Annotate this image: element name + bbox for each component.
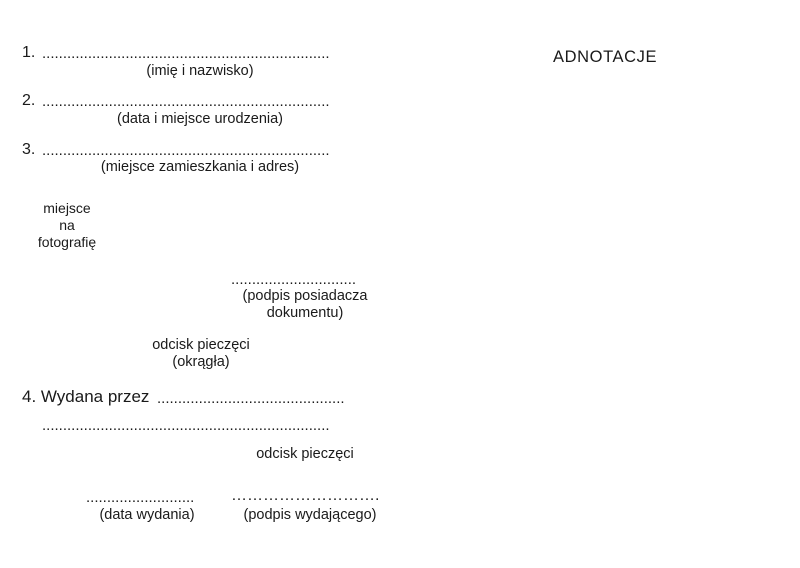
field-1-caption: (imię i nazwisko) xyxy=(146,63,254,79)
photo-placeholder xyxy=(26,200,108,251)
photo-placeholder-line-3: fotografię xyxy=(37,234,97,250)
round-stamp-label: odcisk pieczęci xyxy=(152,337,250,353)
field-2-caption: (data i miejsce urodzenia) xyxy=(116,111,284,127)
photo-placeholder-line-2: na xyxy=(59,217,75,233)
field-3-dots: ..................................................................... xyxy=(42,142,330,159)
issuer-signature-caption: (podpis wydającego) xyxy=(243,507,377,523)
field-2-number: 2. xyxy=(22,92,36,109)
round-stamp-sublabel: (okrągła) xyxy=(172,354,230,370)
field-3-caption: (miejsce zamieszkania i adres) xyxy=(100,159,300,175)
issue-date-dots: .......................... xyxy=(86,489,195,506)
holder-signature-caption-1: (podpis posiadacza xyxy=(242,288,368,304)
photo-placeholder-line-1: miejsce xyxy=(43,200,91,216)
issued-by-label: 4. Wydana przez xyxy=(22,387,150,406)
holder-signature-dots: .............................. xyxy=(231,271,357,288)
field-1-dots: ..................................................................... xyxy=(42,45,330,62)
issue-date-caption: (data wydania) xyxy=(99,507,195,523)
issuer-stamp-label: odcisk pieczęci xyxy=(256,446,354,462)
field-3-number: 3. xyxy=(22,141,36,158)
issued-by-second-line-dots: ..................................................................... xyxy=(42,417,330,434)
field-2-dots: ..................................................................... xyxy=(42,93,330,110)
issuer-signature-dots: ………………………. xyxy=(231,487,380,504)
field-1-number: 1. xyxy=(22,44,36,61)
issued-by-dots: ............................................. xyxy=(157,390,345,407)
holder-signature-caption-2: dokumentu) xyxy=(266,305,344,321)
page-title: ADNOTACJE xyxy=(553,48,658,66)
